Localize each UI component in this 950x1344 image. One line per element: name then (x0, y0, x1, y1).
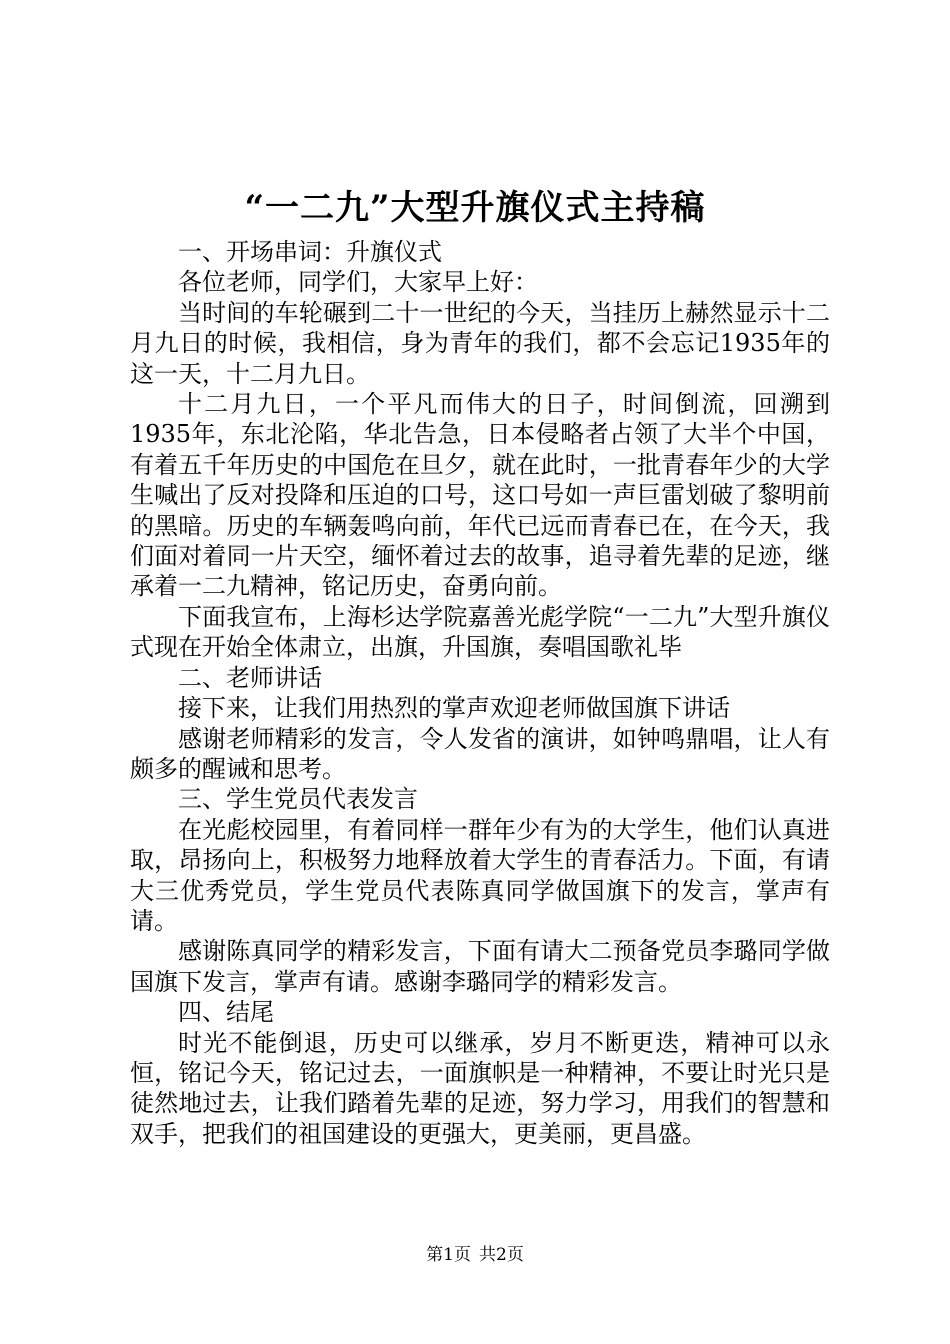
body-paragraph: 当时间的车轮碾到二十一世纪的今天，当挂历上赫然显示十二月九日的时候，我相信，身为青年的我们，都不会忘记1935年的这一天，十二月九日。 (130, 298, 830, 388)
body-paragraph: 十二月九日，一个平凡而伟大的日子，时间倒流，回溯到1935年，东北沦陷，华北告急，日本侵略者占领了大半个中国，有着五千年历史的中国危在旦夕，就在此时，一批青春年少的大学生喊出了反对投降和压迫的口号，这口号如一声巨雷划破了黎明前的黑暗。历史的车辆轰鸣向前，年代已远而青春已在，在今天，我们面对着同一片天空，缅怀着过去的故事，追寻着先辈的足迹，继承着一二九精神，铭记历史，奋勇向前。 (130, 390, 830, 601)
greeting-paragraph: 各位老师，同学们，大家早上好： (178, 268, 538, 297)
body-paragraph: 时光不能倒退，历史可以继承，岁月不断更迭，精神可以永恒，铭记今天，铭记过去，一面旗帜是一种精神，不要让时光只是徒然地过去，让我们踏着先辈的足迹，努力学习，用我们的智慧和双手，把我们的祖国建设的更强大，更美丽，更昌盛。 (130, 1028, 830, 1148)
page-number: 第1页 (426, 1245, 471, 1265)
body-paragraph: 感谢老师精彩的发言，令人发省的演讲，如钟鸣鼎唱，让人有颇多的醒诫和思考。 (130, 724, 830, 783)
section-heading-teacher-speech: 二、老师讲话 (178, 663, 322, 692)
page-footer (0, 1244, 950, 1266)
section-heading-closing: 四、结尾 (178, 998, 274, 1027)
document-title: “一二九”大型升旗仪式主持稿 (244, 188, 706, 228)
body-paragraph: 感谢陈真同学的精彩发言，下面有请大二预备党员李璐同学做国旗下发言，掌声有请。感谢李璐同学的精彩发言。 (130, 937, 830, 996)
page-total: 共2页 (479, 1245, 524, 1265)
section-heading-opening: 一、开场串词：升旗仪式 (178, 238, 442, 266)
document-body (130, 237, 830, 1149)
body-paragraph: 接下来，让我们用热烈的掌声欢迎老师做国旗下讲话 (178, 694, 730, 723)
section-heading-student-speech: 三、学生党员代表发言 (178, 785, 418, 814)
body-paragraph: 下面我宣布，上海杉达学院嘉善光彪学院“一二九”大型升旗仪式现在开始全体肃立，出旗，升国旗，奏唱国歌礼毕 (130, 602, 830, 662)
body-paragraph: 在光彪校园里，有着同样一群年少有为的大学生，他们认真进取，昂扬向上，积极努力地释放着大学生的青春活力。下面，有请大三优秀党员，学生党员代表陈真同学做国旗下的发言，掌声有请。 (130, 815, 830, 935)
